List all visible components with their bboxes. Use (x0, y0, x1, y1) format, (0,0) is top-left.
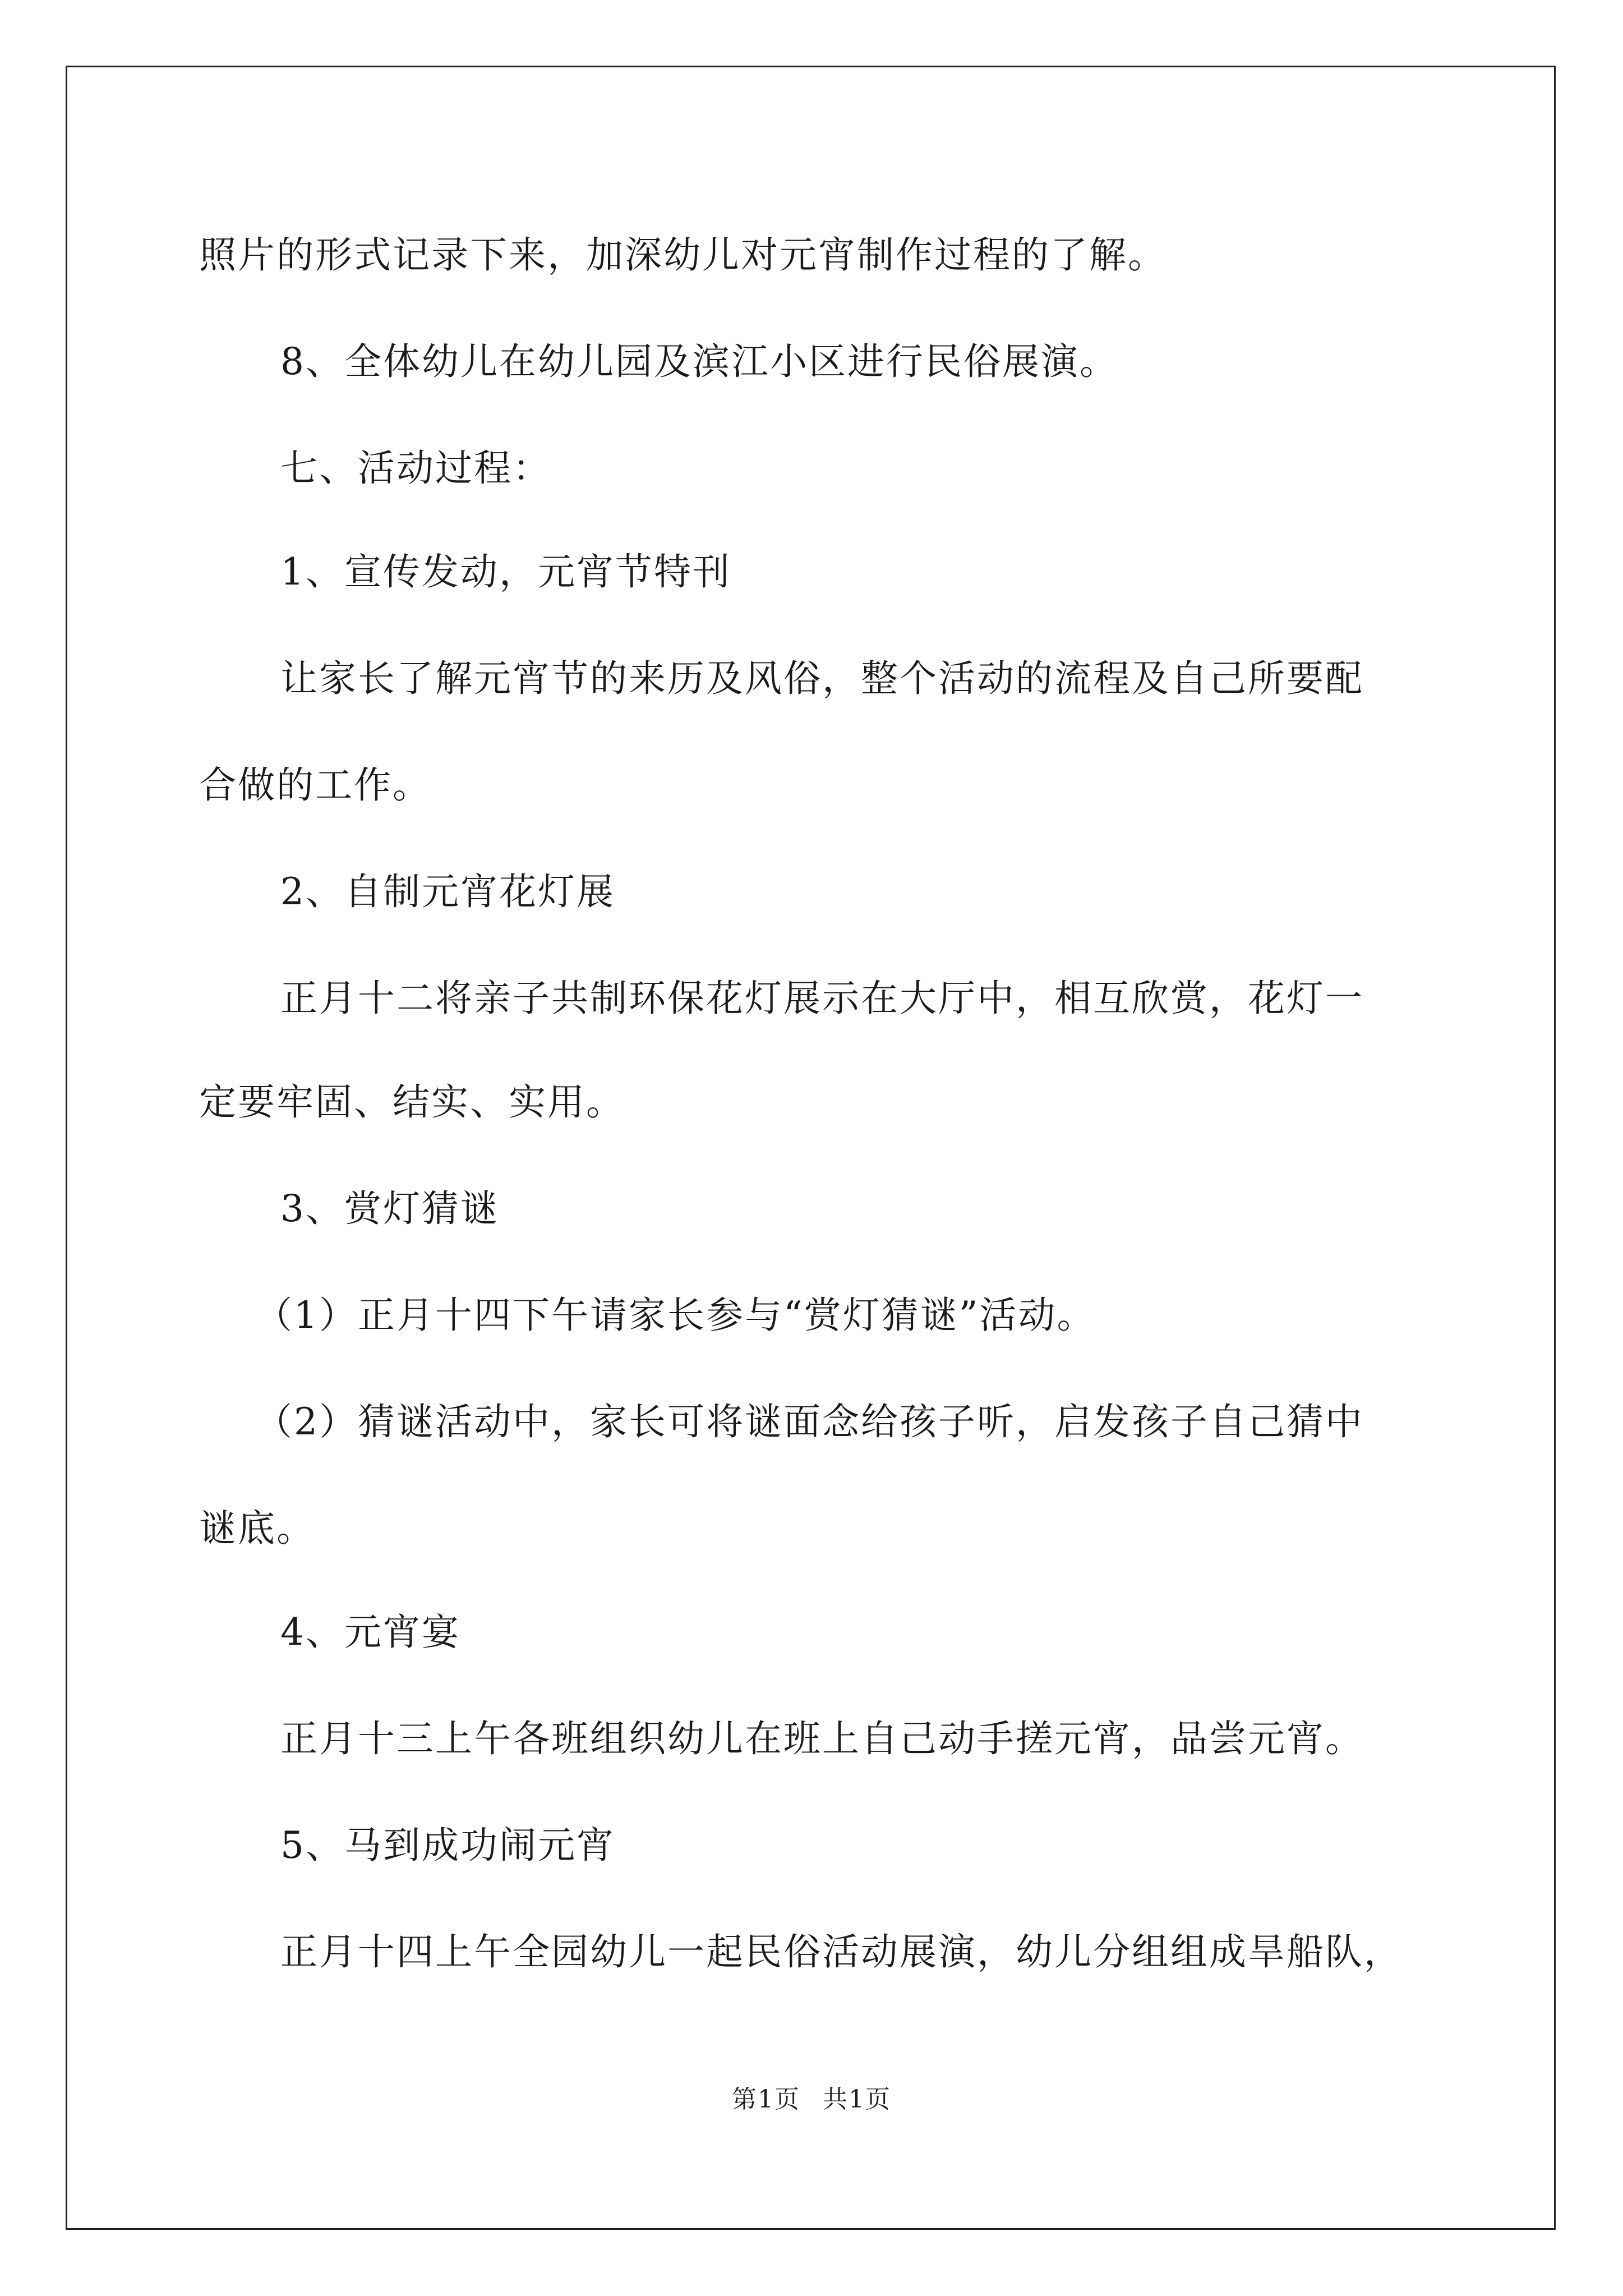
item-heading: 3、赏灯猜谜 (280, 1187, 499, 1230)
item-heading: 2、自制元宵花灯展 (280, 870, 615, 913)
item-heading: 1、宣传发动，元宵节特刊 (280, 550, 731, 593)
text-line: 正月十二将亲子共制环保花灯展示在大厅中，相互欣赏，花灯一 (280, 977, 1364, 1020)
text-line: 让家长了解元宵节的来历及风俗，整个活动的流程及自己所要配 (280, 657, 1364, 700)
text-line: 照片的形式记录下来，加深幼儿对元宵制作过程的了解。 (199, 233, 1166, 277)
text-line: 合做的工作。 (199, 763, 431, 807)
text-line: （2）猜谜活动中，家长可将谜面念给孩子听，启发孩子自己猜中 (255, 1400, 1364, 1443)
text-line: 8、全体幼儿在幼儿园及滨江小区进行民俗展演。 (280, 340, 1118, 383)
page-border (66, 66, 1556, 2230)
item-heading: 5、马到成功闹元宵 (280, 1824, 615, 1867)
text-line: 定要牢固、结实、实用。 (199, 1080, 625, 1124)
section-heading: 七、活动过程： (280, 447, 551, 490)
text-line: 正月十三上午各班组织幼儿在班上自己动手搓元宵，品尝元宵。 (280, 1717, 1364, 1760)
item-heading: 4、元宵宴 (280, 1611, 460, 1654)
page-total: 共1页 (823, 2085, 891, 2114)
text-line: 谜底。 (199, 1507, 315, 1550)
page-number: 第1页 (732, 2085, 800, 2114)
text-line: （1）正月十四下午请家长参与“赏灯猜谜”活动。 (255, 1294, 1096, 1337)
page-footer (0, 2083, 1623, 2116)
text-line: 正月十四上午全园幼儿一起民俗活动展演，幼儿分组组成旱船队， (280, 1930, 1403, 1973)
